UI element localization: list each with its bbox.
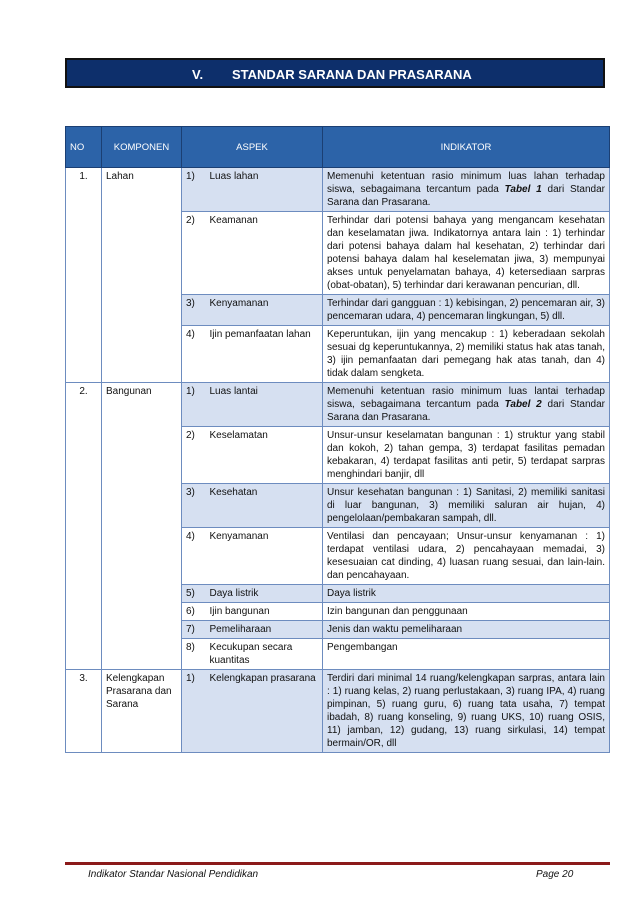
- indikator-cell: [323, 295, 610, 326]
- aspek-number: 1): [182, 168, 206, 212]
- row-number: 2.: [66, 383, 102, 670]
- indikator-cell: [323, 585, 610, 603]
- section-number: V.: [192, 67, 204, 82]
- aspek-number: 2): [182, 427, 206, 484]
- indikator-cell: [323, 603, 610, 621]
- aspek-number: 7): [182, 621, 206, 639]
- aspek-cell: Ijin bangunan: [206, 603, 323, 621]
- indikator-cell: [323, 168, 610, 212]
- aspek-number: 4): [182, 528, 206, 585]
- table-reference: Tabel 1: [504, 184, 542, 195]
- aspek-cell: Kecukupan secara kuantitas: [206, 639, 323, 670]
- indikator-text: Terdiri dari minimal 14 ruang/kelengkapan sarpras, antara lain : 1) ruang kelas, 2) ruang perlustakaan, 3) ruang IPA, 4) ruang pimpinan, 5) ruang guru, 6) ruang tata usaha, 7) tempat ibadah, 8) ruang konseling, 9) ruang UKS, 10) ruang OSIS, 11) jamban, 12) gudang, 13) ruang sirkulasi, 14) tempat bermain/OR, dll: [327, 673, 605, 749]
- indikator-text: Daya listrik: [327, 588, 376, 599]
- indikator-cell: [323, 212, 610, 295]
- header-no: NO: [66, 127, 102, 168]
- indikator-cell: [323, 427, 610, 484]
- aspek-cell: Ijin pemanfaatan lahan: [206, 326, 323, 383]
- aspek-cell: Daya listrik: [206, 585, 323, 603]
- header-indikator: INDIKATOR: [323, 127, 610, 168]
- indikator-text: Ventilasi dan pencayaan; Unsur-unsur kenyamanan : 1) terdapat ventilasi udara, 2) pencahayaan memadai, 3) kesesuaian cat dinding, 4) luasan ruang sesuai, dan lain-lain. dan pencahayaan.: [327, 531, 605, 581]
- table-row: [66, 383, 610, 427]
- table-header-row: [66, 127, 610, 168]
- indikator-text: Keperuntukan, ijin yang mencakup : 1) keberadaan sekolah sesuai dg keperuntukannya, 2) memiliki status hak atas tanah, 3) ijin pemanfaatan dari pemegang hak atas tanah, dan 4) tidak dalam sengketa.: [327, 329, 605, 379]
- indikator-cell: [323, 639, 610, 670]
- footer-page-number: Page 20: [536, 869, 574, 880]
- aspek-cell: Keselamatan: [206, 427, 323, 484]
- indikator-text: Jenis dan waktu pemeliharaan: [327, 624, 463, 635]
- aspek-cell: Kelengkapan prasarana: [206, 670, 323, 753]
- header-aspek: ASPEK: [182, 127, 323, 168]
- indikator-cell: [323, 670, 610, 753]
- aspek-number: 2): [182, 212, 206, 295]
- aspek-cell: Keamanan: [206, 212, 323, 295]
- standards-table: [65, 126, 610, 753]
- indikator-text-end: dari Standar Sarana dan Prasarana.: [327, 184, 605, 208]
- indikator-text: Memenuhi ketentuan rasio minimum luas lahan terhadap siswa, sebagaimana tercantum pada: [327, 171, 605, 195]
- aspek-cell: Kenyamanan: [206, 295, 323, 326]
- row-number: 1.: [66, 168, 102, 383]
- row-number: 3.: [66, 670, 102, 753]
- komponen-cell: Kelengkapan Prasarana dan Sarana: [102, 670, 182, 753]
- section-title: STANDAR SARANA DAN PRASARANA: [232, 67, 472, 82]
- header-komponen: KOMPONEN: [102, 127, 182, 168]
- table-row: [66, 670, 610, 753]
- table-row: [66, 168, 610, 212]
- komponen-cell: Bangunan: [102, 383, 182, 670]
- indikator-text: Izin bangunan dan penggunaan: [327, 606, 468, 617]
- aspek-number: 4): [182, 326, 206, 383]
- aspek-cell: Kenyamanan: [206, 528, 323, 585]
- indikator-text: Unsur kesehatan bangunan : 1) Sanitasi, 2) memiliki sanitasi di luar bangunan, 3) memiliki saluran air hujan, 4) pengelolaan/pembakaran sampah, dll.: [327, 487, 605, 524]
- indikator-cell: [323, 621, 610, 639]
- aspek-number: 3): [182, 484, 206, 528]
- footer-divider: [65, 862, 610, 865]
- aspek-number: 3): [182, 295, 206, 326]
- aspek-number: 1): [182, 670, 206, 753]
- aspek-number: 8): [182, 639, 206, 670]
- indikator-cell: [323, 383, 610, 427]
- indikator-text: Memenuhi ketentuan rasio minimum luas lantai terhadap siswa, sebagaimana tercantum pada: [327, 386, 605, 410]
- indikator-text: Unsur-unsur keselamatan bangunan : 1) struktur yang stabil dan kokoh, 2) tahan gempa, 3) terdapat fasilitas pemadan kebakaran, 4) terdapat fasilitas anti petir, 5) terdapat sarpras menghindari banjir, dll: [327, 430, 605, 480]
- indikator-text: Pengembangan: [327, 642, 398, 653]
- indikator-cell: [323, 528, 610, 585]
- aspek-cell: Pemeliharaan: [206, 621, 323, 639]
- aspek-number: 5): [182, 585, 206, 603]
- komponen-cell: Lahan: [102, 168, 182, 383]
- aspek-cell: Luas lahan: [206, 168, 323, 212]
- indikator-text: Terhindar dari potensi bahaya yang mengancam kesehatan dan keselamatan jiwa. Indikatornya antara lain : 1) terhindar dari potensi bahaya dalam hal kesehatan, 2) terhindar dari potensi bahaya dalam hal keselematan jiwa, 3) mempunyai akses untuk penyelamatan bahaya, 4) ketersediaan sarpras (obat-obatan), 5) terhindar dari kerawanan pencurian, dll.: [327, 215, 605, 291]
- section-title-bar: [65, 58, 605, 88]
- indikator-text-end: dari Standar Sarana dan Prasarana.: [327, 399, 605, 423]
- indikator-cell: [323, 484, 610, 528]
- indikator-cell: [323, 326, 610, 383]
- footer-doc-title: Indikator Standar Nasional Pendidikan: [88, 869, 259, 880]
- aspek-number: 1): [182, 383, 206, 427]
- aspek-number: 6): [182, 603, 206, 621]
- indikator-text: Terhindar dari gangguan : 1) kebisingan, 2) pencemaran air, 3) pencemaran udara, 4) pencemaran lingkungan, 5) dll.: [327, 298, 605, 322]
- aspek-cell: Kesehatan: [206, 484, 323, 528]
- aspek-cell: Luas lantai: [206, 383, 323, 427]
- table-reference: Tabel 2: [504, 399, 542, 410]
